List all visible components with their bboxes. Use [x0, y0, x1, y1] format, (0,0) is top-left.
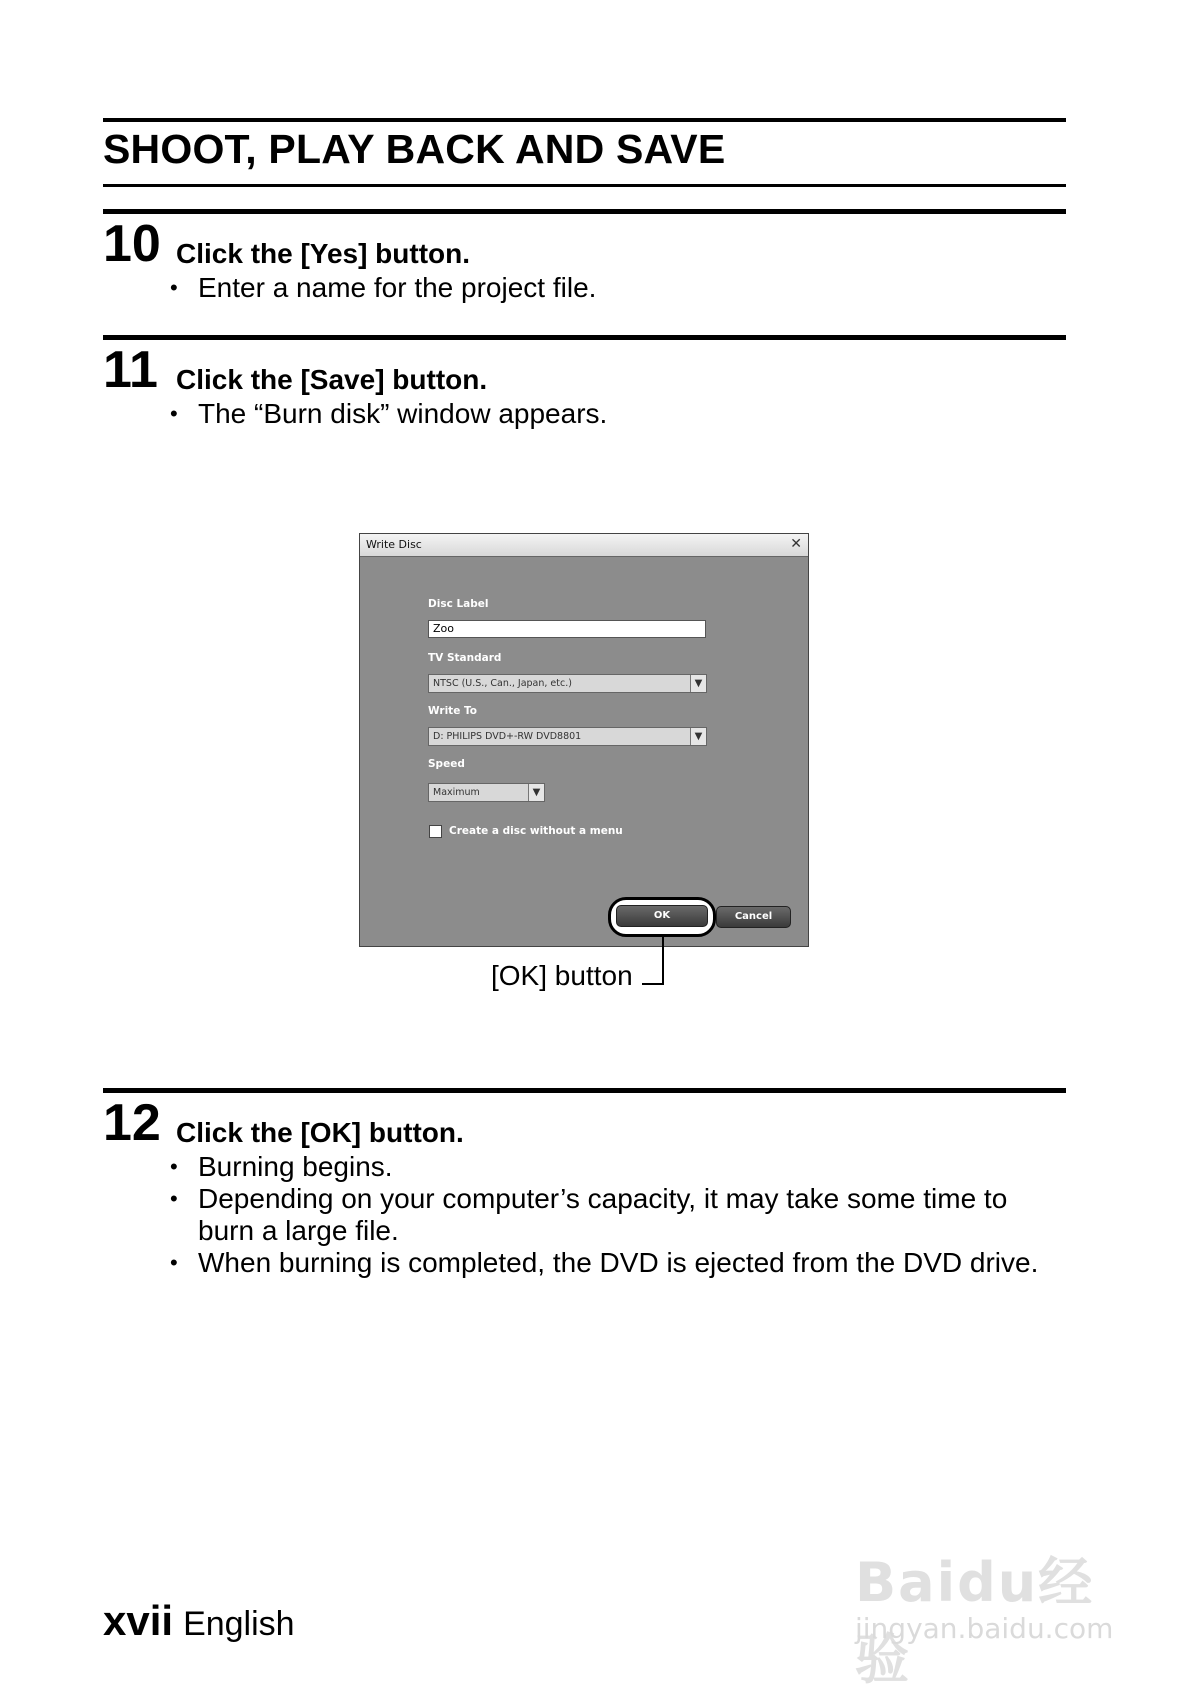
dialog-title: Write Disc: [366, 538, 422, 551]
dialog-titlebar: [360, 534, 808, 557]
write-to-value: D: PHILIPS DVD+-RW DVD8801: [433, 731, 582, 742]
step-title: Click the [Yes] button.: [176, 238, 471, 269]
footer-language: English: [183, 1605, 295, 1643]
write-disc-dialog: [359, 533, 809, 947]
step-number: 11: [103, 341, 158, 399]
disc-label-input[interactable]: Zoo: [428, 620, 706, 638]
ok-button[interactable]: OK: [616, 905, 708, 927]
chevron-down-icon[interactable]: ▼: [690, 675, 706, 692]
bullet-item: • The “Burn disk” window appears.: [165, 398, 1065, 430]
step-bullets: [165, 398, 1065, 430]
page-number: xvii: [103, 1597, 174, 1644]
step-title: Click the [OK] button.: [176, 1117, 464, 1148]
watermark-url: jingyan.baidu.com: [855, 1612, 1114, 1645]
speed-value: Maximum: [433, 787, 480, 798]
section-title: SHOOT, PLAY BACK AND SAVE: [103, 126, 726, 172]
page-footer: [103, 1597, 295, 1645]
tv-standard-select[interactable]: [428, 674, 707, 693]
step-number: 10: [103, 215, 161, 273]
disc-label-caption: Disc Label: [428, 598, 489, 610]
step-number: 12: [103, 1094, 161, 1152]
title-rule: [103, 184, 1066, 187]
step-bullets: [165, 272, 1065, 304]
bullet-item: • Depending on your computer’s capacity, it may take some time to burn a large file.: [165, 1183, 1065, 1247]
baidu-watermark: [855, 1520, 1135, 1691]
close-icon[interactable]: ✕: [790, 536, 802, 552]
ok-button-callout: [OK] button: [491, 960, 633, 991]
step-title: Click the [Save] button.: [176, 364, 488, 395]
bullet-item: • When burning is completed, the DVD is ejected from the DVD drive.: [165, 1247, 1065, 1279]
step-rule: [103, 1088, 1066, 1093]
chevron-down-icon[interactable]: ▼: [528, 784, 544, 801]
watermark-brand: Baidu经验: [855, 1551, 1095, 1691]
no-menu-checkbox-label: Create a disc without a menu: [449, 825, 623, 837]
step-rule: [103, 209, 1066, 214]
write-to-caption: Write To: [428, 705, 477, 717]
tv-standard-caption: TV Standard: [428, 652, 502, 664]
callout-line: [662, 935, 664, 985]
bullet-item: • Enter a name for the project file.: [165, 272, 1065, 304]
chevron-down-icon[interactable]: ▼: [690, 728, 706, 745]
write-to-select[interactable]: [428, 727, 707, 746]
no-menu-checkbox[interactable]: [429, 825, 442, 838]
tv-standard-value: NTSC (U.S., Can., Japan, etc.): [433, 678, 572, 689]
top-rule: [103, 118, 1066, 122]
step-rule: [103, 335, 1066, 340]
callout-line: [642, 983, 664, 985]
bullet-item: • Burning begins.: [165, 1151, 1065, 1183]
speed-select[interactable]: [428, 783, 545, 802]
cancel-button[interactable]: Cancel: [716, 906, 791, 928]
speed-caption: Speed: [428, 758, 465, 770]
step-bullets: [165, 1151, 1065, 1279]
